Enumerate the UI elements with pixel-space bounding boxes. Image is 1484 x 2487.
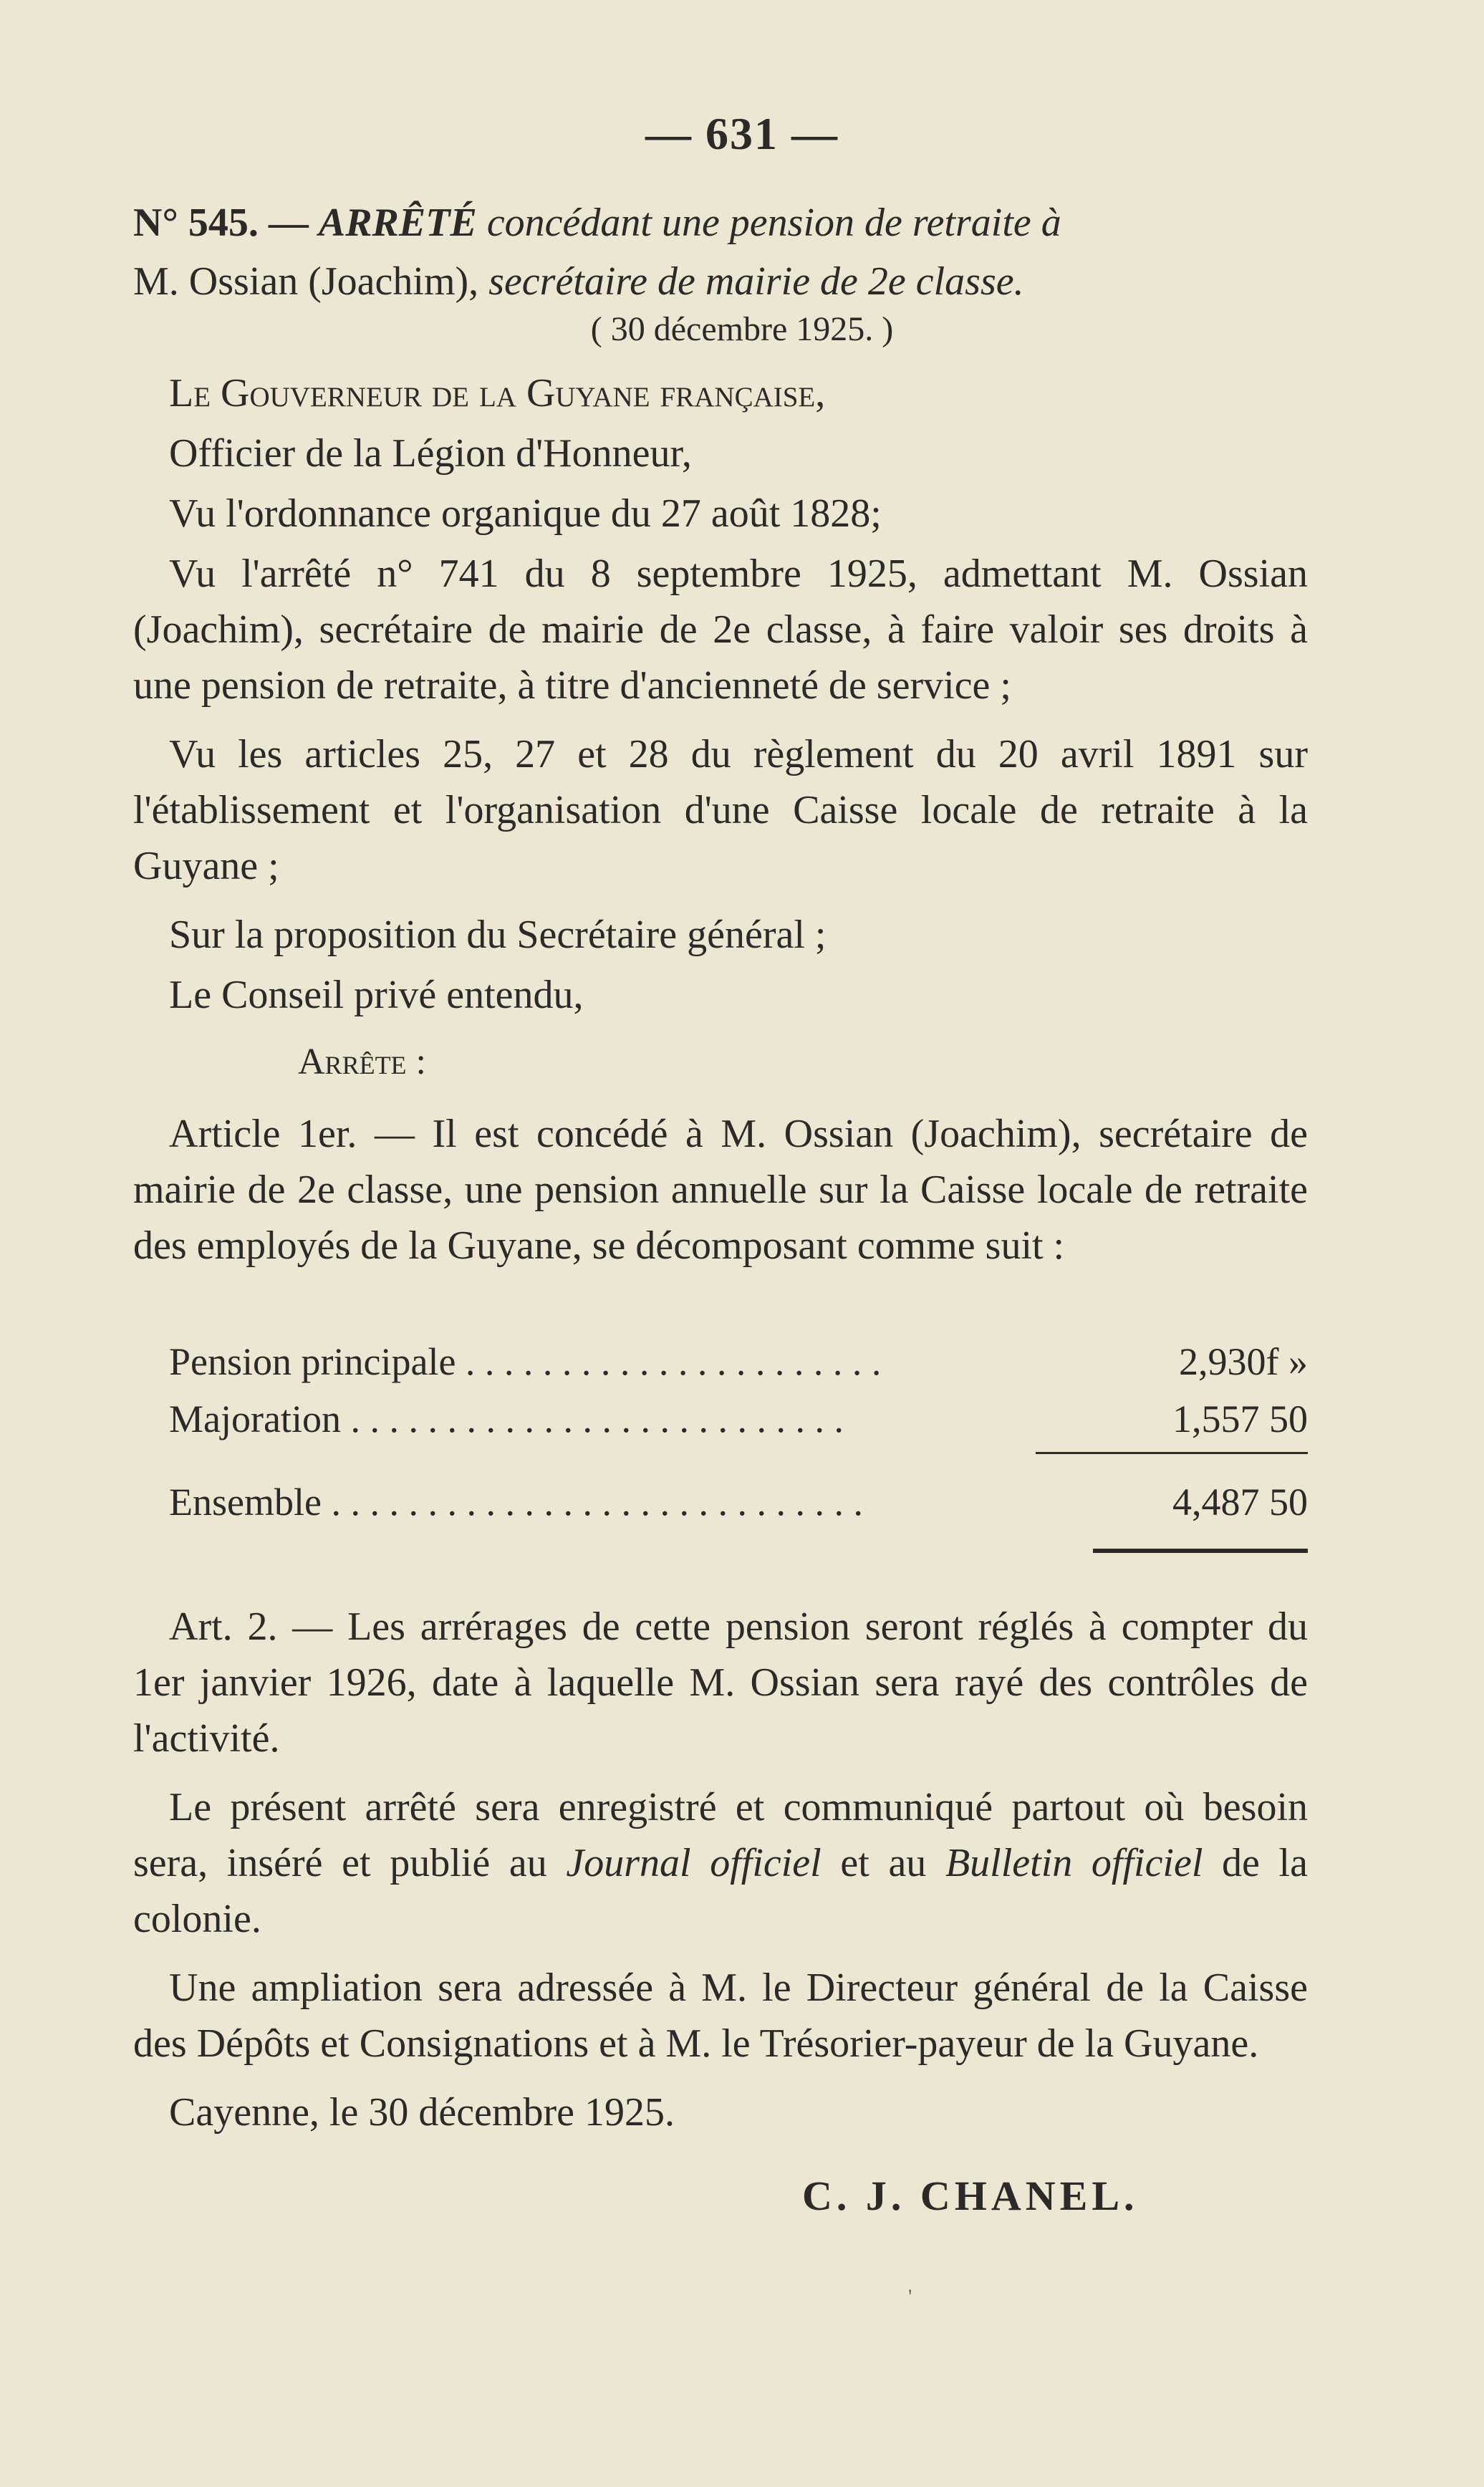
row-label: Majoration . . . . . . . . . . . . . . . . . . . . . . . . . . <box>169 1398 844 1440</box>
table-row <box>169 1339 1308 1390</box>
vu-arrete: Vu l'arrêté n° 741 du 8 septembre 1925, admettant M. Ossian (Joachim), secrétaire de mairie de 2e classe, à faire valoir ses droits à une pension de retraite, à titre d'ancienneté de service ; <box>133 552 1308 708</box>
total-label: Ensemble . . . . . . . . . . . . . . . . . . . . . . . . . . . . <box>169 1481 863 1524</box>
row-amount: 1,557 50 <box>1172 1398 1308 1440</box>
signature: C. J. CHANEL. <box>802 2173 1139 2219</box>
conseil-entendu: Le Conseil privé entendu, <box>169 973 584 1017</box>
officier-line: Officier de la Légion d'Honneur, <box>169 431 692 476</box>
decree-number: N° 545. — <box>133 201 309 245</box>
table-total-row <box>169 1480 1308 1530</box>
decree-date: ( 30 décembre 1925. ) <box>590 310 894 348</box>
decree-beneficiary-role: secrétaire de mairie de 2e classe. <box>488 259 1024 304</box>
table-row <box>169 1397 1308 1447</box>
total-amount: 4,487 50 <box>1172 1481 1308 1524</box>
decree-closing <box>133 1599 1308 2145</box>
decree-title: concédant une pension de retraite à <box>486 201 1061 245</box>
decree-body <box>133 365 1308 1286</box>
publication-clause: Le présent arrêté sera enregistré et communiqué partout où besoin sera, inséré et publié au Journal officiel et au Bulletin officiel de la colonie. <box>133 1785 1308 1941</box>
total-rule <box>1093 1549 1308 1553</box>
decree-title-keyword: ARRÊTÉ <box>318 201 477 245</box>
gouverneur-line: Le Gouverneur de la Guyane française, <box>169 371 826 415</box>
decree-heading <box>133 193 1308 311</box>
sur-proposition: Sur la proposition du Secrétaire général ; <box>169 913 827 957</box>
stray-mark: ' <box>908 2285 912 2309</box>
arrete-label: Arrête : <box>298 1042 426 1082</box>
page-number: — 631 — <box>645 108 839 159</box>
vu-articles: Vu les articles 25, 27 et 28 du règlement du 20 avril 1891 sur l'établissement et l'organisation d'une Caisse locale de retraite à la Guyane ; <box>133 732 1308 888</box>
article-1: Article 1er. — Il est concédé à M. Ossian (Joachim), secrétaire de mairie de 2e classe, une pension annuelle sur la Caisse locale de retraite des employés de la Guyane, se décomposant comme suit : <box>133 1112 1308 1268</box>
place-date: Cayenne, le 30 décembre 1925. <box>169 2090 675 2135</box>
subtotal-rule <box>1036 1452 1308 1454</box>
decree-beneficiary: M. Ossian (Joachim), <box>133 259 479 304</box>
ampliation-clause: Une ampliation sera adressée à M. le Directeur général de la Caisse des Dépôts et Consignations et à M. le Trésorier-payeur de la Guyane. <box>133 1966 1308 2066</box>
row-amount: 2,930f » <box>1179 1340 1308 1383</box>
row-label: Pension principale . . . . . . . . . . . . . . . . . . . . . . <box>169 1340 882 1383</box>
vu-ordonnance: Vu l'ordonnance organique du 27 août 1828; <box>169 491 882 536</box>
article-2: Art. 2. — Les arrérages de cette pension seront réglés à compter du 1er janvier 1926, date à laquelle M. Ossian sera rayé des contrôles de l'activité. <box>133 1605 1308 1761</box>
